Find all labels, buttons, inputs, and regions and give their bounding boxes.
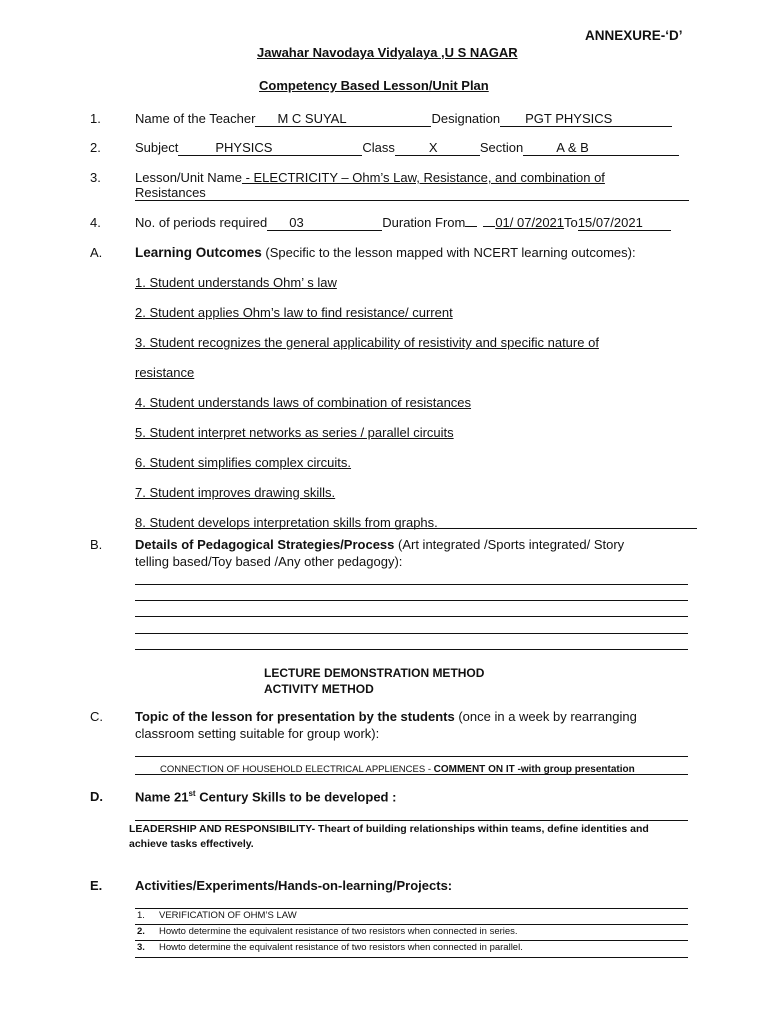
skills-heading-post: Century Skills to be developed : bbox=[195, 789, 397, 805]
duration-blank bbox=[483, 226, 495, 227]
outcome-item: 6. Student simplifies complex circuits. bbox=[135, 455, 352, 470]
blank-line bbox=[135, 908, 688, 909]
pedagogy-method: ACTIVITY METHOD bbox=[264, 682, 374, 696]
outcome-underline bbox=[135, 528, 697, 529]
outcome-item: resistance bbox=[135, 365, 195, 380]
pedagogy-note-line2: telling based/Toy based /Any other pedagogy): bbox=[135, 554, 403, 569]
school-name: Jawahar Navodaya Vidyalaya ,U S NAGAR bbox=[257, 45, 518, 60]
class-value: X bbox=[395, 140, 480, 156]
outcome-item: 7. Student improves drawing skills. bbox=[135, 485, 336, 500]
subject-row bbox=[135, 140, 679, 156]
item-number: 2. bbox=[90, 140, 101, 155]
subject-value: PHYSICS bbox=[178, 140, 362, 156]
outcome-item: 8. Student develops interpretation skills from graphs. bbox=[135, 515, 438, 530]
item-number: 1. bbox=[90, 111, 101, 126]
activity-item bbox=[137, 926, 518, 937]
teacher-label: Name of the Teacher bbox=[135, 111, 256, 126]
section-letter: A. bbox=[90, 245, 103, 260]
blank-line bbox=[135, 820, 688, 821]
topic-end: -with group presentation bbox=[514, 764, 635, 775]
section-letter: D. bbox=[90, 789, 103, 804]
skills-heading-pre: Name 21 bbox=[135, 789, 189, 805]
lesson-row bbox=[135, 170, 605, 185]
blank-line bbox=[135, 616, 688, 617]
periods-label: No. of periods required bbox=[135, 215, 268, 230]
blank-line bbox=[135, 584, 688, 585]
lesson-underline bbox=[135, 200, 689, 201]
activity-number: 1. bbox=[137, 910, 145, 921]
duration-label: Duration From bbox=[382, 215, 466, 230]
learning-outcomes-heading: Learning Outcomes bbox=[135, 245, 262, 260]
skill-text-line2: achieve tasks effectively. bbox=[129, 838, 254, 850]
learning-outcomes-heading-row bbox=[135, 245, 636, 260]
presentation-topic bbox=[160, 760, 635, 775]
blank-line bbox=[135, 633, 688, 634]
activity-number: 3. bbox=[137, 942, 145, 953]
item-number: 3. bbox=[90, 170, 101, 185]
teacher-name: M C SUYAL bbox=[255, 111, 431, 127]
activity-item bbox=[137, 910, 297, 921]
activity-number: 2. bbox=[137, 926, 145, 937]
duration-blank bbox=[465, 226, 477, 227]
activity-text: Howto determine the equivalent resistance of two resistors when connected in series. bbox=[159, 926, 518, 937]
skill-text-line1: LEADERSHIP AND RESPONSIBILITY- Theart of building relationships within teams, define identities and bbox=[129, 823, 649, 835]
periods-value: 03 bbox=[267, 215, 382, 231]
lesson-name-line1: - ELECTRICITY – Ohm’s Law, Resistance, and combination of bbox=[241, 170, 605, 185]
class-label: Class bbox=[362, 140, 395, 155]
learning-outcomes-note: (Specific to the lesson mapped with NCERT learning outcomes): bbox=[261, 245, 636, 260]
section-letter: C. bbox=[90, 709, 103, 724]
periods-row bbox=[135, 215, 671, 231]
outcome-item: 4. Student understands laws of combination of resistances bbox=[135, 395, 472, 410]
designation-value: PGT PHYSICS bbox=[500, 111, 672, 127]
activity-text: Howto determine the equivalent resistance of two resistors when connected in parallel. bbox=[159, 942, 523, 953]
presentation-heading: Topic of the lesson for presentation by the students bbox=[135, 709, 455, 724]
skills-heading bbox=[135, 789, 396, 804]
activity-item bbox=[137, 942, 523, 953]
presentation-note-line2: classroom setting suitable for group work): bbox=[135, 726, 380, 741]
topic-text: CONNECTION OF HOUSEHOLD ELECTRICAL APPLIENCES - bbox=[160, 764, 434, 775]
annexure-label: ANNEXURE-‘D’ bbox=[585, 28, 683, 43]
skills-heading-sup: st bbox=[188, 789, 196, 798]
lesson-label: Lesson/Unit Name bbox=[135, 170, 242, 185]
section-letter: E. bbox=[90, 878, 103, 893]
blank-line bbox=[135, 756, 688, 757]
blank-line bbox=[135, 774, 688, 775]
outcome-item: 5. Student interpret networks as series / parallel circuits bbox=[135, 425, 454, 440]
pedagogy-heading-row bbox=[135, 537, 624, 552]
activity-text: VERIFICATION OF OHM’S LAW bbox=[159, 910, 297, 921]
outcome-item: 2. Student applies Ohm’s law to find resistance/ current bbox=[135, 305, 453, 320]
duration-to: 15/07/2021 bbox=[578, 215, 671, 231]
plan-title: Competency Based Lesson/Unit Plan bbox=[259, 78, 489, 93]
blank-line bbox=[135, 649, 688, 650]
section-label: Section bbox=[479, 140, 524, 155]
subject-label: Subject bbox=[135, 140, 179, 155]
outcome-item: 1. Student understands Ohm’ s law bbox=[135, 275, 337, 290]
pedagogy-method: LECTURE DEMONSTRATION METHOD bbox=[264, 666, 485, 680]
item-number: 4. bbox=[90, 215, 101, 230]
designation-label: Designation bbox=[431, 111, 501, 126]
duration-from: 01/ 07/2021 bbox=[495, 215, 565, 230]
section-value: A & B bbox=[523, 140, 679, 156]
to-label: To bbox=[564, 215, 578, 230]
presentation-note: (once in a week by rearranging bbox=[454, 709, 637, 724]
blank-line bbox=[135, 600, 688, 601]
lesson-name-line2: Resistances bbox=[135, 185, 206, 200]
teacher-row bbox=[135, 111, 672, 127]
pedagogy-heading: Details of Pedagogical Strategies/Process bbox=[135, 537, 395, 552]
presentation-heading-row bbox=[135, 709, 637, 724]
activity-underline bbox=[135, 957, 688, 958]
activity-underline bbox=[135, 940, 688, 941]
section-letter: B. bbox=[90, 537, 103, 552]
topic-emphasis: COMMENT ON IT bbox=[433, 764, 515, 775]
pedagogy-note: (Art integrated /Sports integrated/ Story bbox=[394, 537, 625, 552]
activities-heading: Activities/Experiments/Hands-on-learning/Projects: bbox=[135, 878, 453, 893]
activity-underline bbox=[135, 924, 688, 925]
outcome-item: 3. Student recognizes the general applicability of resistivity and specific nature of bbox=[135, 335, 599, 350]
